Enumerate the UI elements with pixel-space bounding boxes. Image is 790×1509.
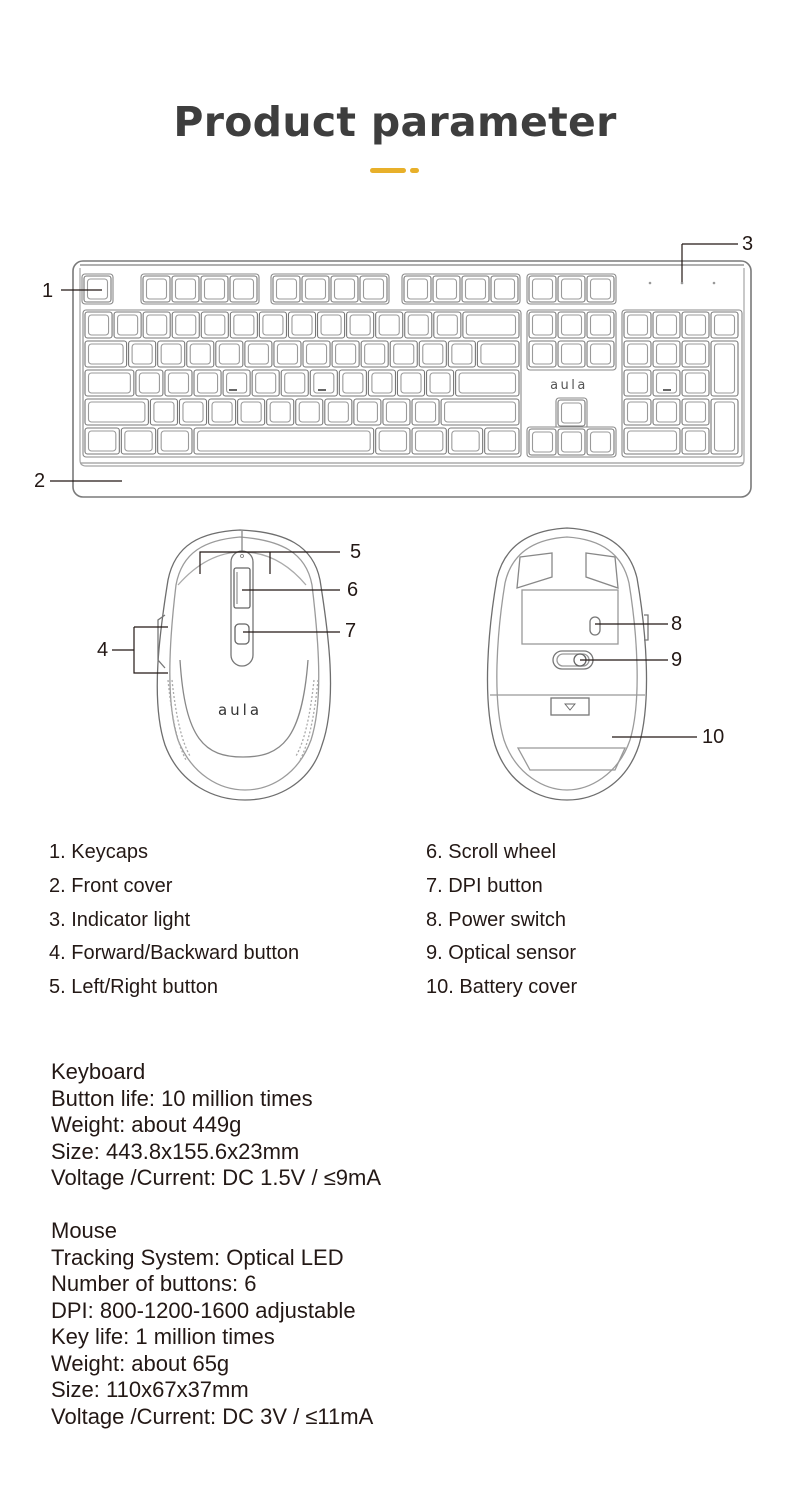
spec-line: Voltage /Current: DC 1.5V / ≤9mA	[51, 1165, 381, 1190]
legend-item: 8. Power switch	[426, 908, 567, 931]
spec-line: Number of buttons: 6	[51, 1271, 257, 1296]
mouse-top-illustration	[157, 530, 330, 800]
spec-line: Button life: 10 million times	[51, 1085, 313, 1111]
legend-item: 10. Battery cover	[426, 976, 578, 999]
keyboard-specs	[51, 1059, 381, 1192]
legend-right-column	[426, 836, 577, 1005]
page-title: Product parameter	[173, 98, 617, 146]
callout-2-front-cover: 2	[34, 470, 46, 492]
mouse-brand-logo: aula	[217, 701, 263, 719]
callout-9-optical-sensor: 9	[671, 649, 683, 671]
spec-line: Tracking System: Optical LED	[51, 1244, 344, 1270]
callout-5-left-right: 5	[350, 541, 362, 563]
legend-item: 7. DPI button	[426, 874, 543, 897]
legend-left-column	[49, 836, 299, 1005]
spec-line: Voltage /Current: DC 3V / ≤11mA	[51, 1403, 374, 1429]
callout-1-keycaps: 1	[42, 280, 54, 302]
spec-line: Key life: 1 million times	[51, 1324, 275, 1349]
legend-item: 1. Keycaps	[49, 841, 148, 863]
callout-8-power-switch: 8	[671, 613, 683, 635]
mouse-specs	[51, 1218, 373, 1430]
legend-item: 9. Optical sensor	[426, 942, 577, 965]
legend-item: 6. Scroll wheel	[426, 841, 557, 863]
callout-4-forward-backward: 4	[97, 639, 109, 661]
keyboard-specs-heading: Keyboard	[51, 1059, 146, 1084]
legend-item: 5. Left/Right button	[49, 976, 219, 999]
spec-line: Size: 443.8x155.6x23mm	[51, 1138, 300, 1164]
mouse-base	[487, 528, 646, 800]
callout-7-dpi-button: 7	[345, 620, 357, 642]
spec-line: Weight: about 449g	[51, 1112, 242, 1137]
spec-line: Weight: about 65g	[51, 1350, 230, 1376]
legend-item: 4. Forward/Backward button	[49, 942, 300, 965]
mouse-bottom-illustration	[487, 528, 648, 800]
legend-item: 2. Front cover	[49, 874, 173, 897]
callout-6-scroll-wheel: 6	[347, 579, 359, 601]
callout-10-battery-cover: 10	[702, 726, 725, 748]
callout-3-indicator-light: 3	[742, 233, 754, 255]
mouse-specs-heading: Mouse	[51, 1218, 118, 1243]
spec-line: DPI: 800-1200-1600 adjustable	[51, 1297, 356, 1323]
keyboard-brand-logo: aula	[550, 378, 588, 393]
legend-item: 3. Indicator light	[49, 908, 191, 931]
spec-line: Size: 110x67x37mm	[51, 1377, 249, 1402]
